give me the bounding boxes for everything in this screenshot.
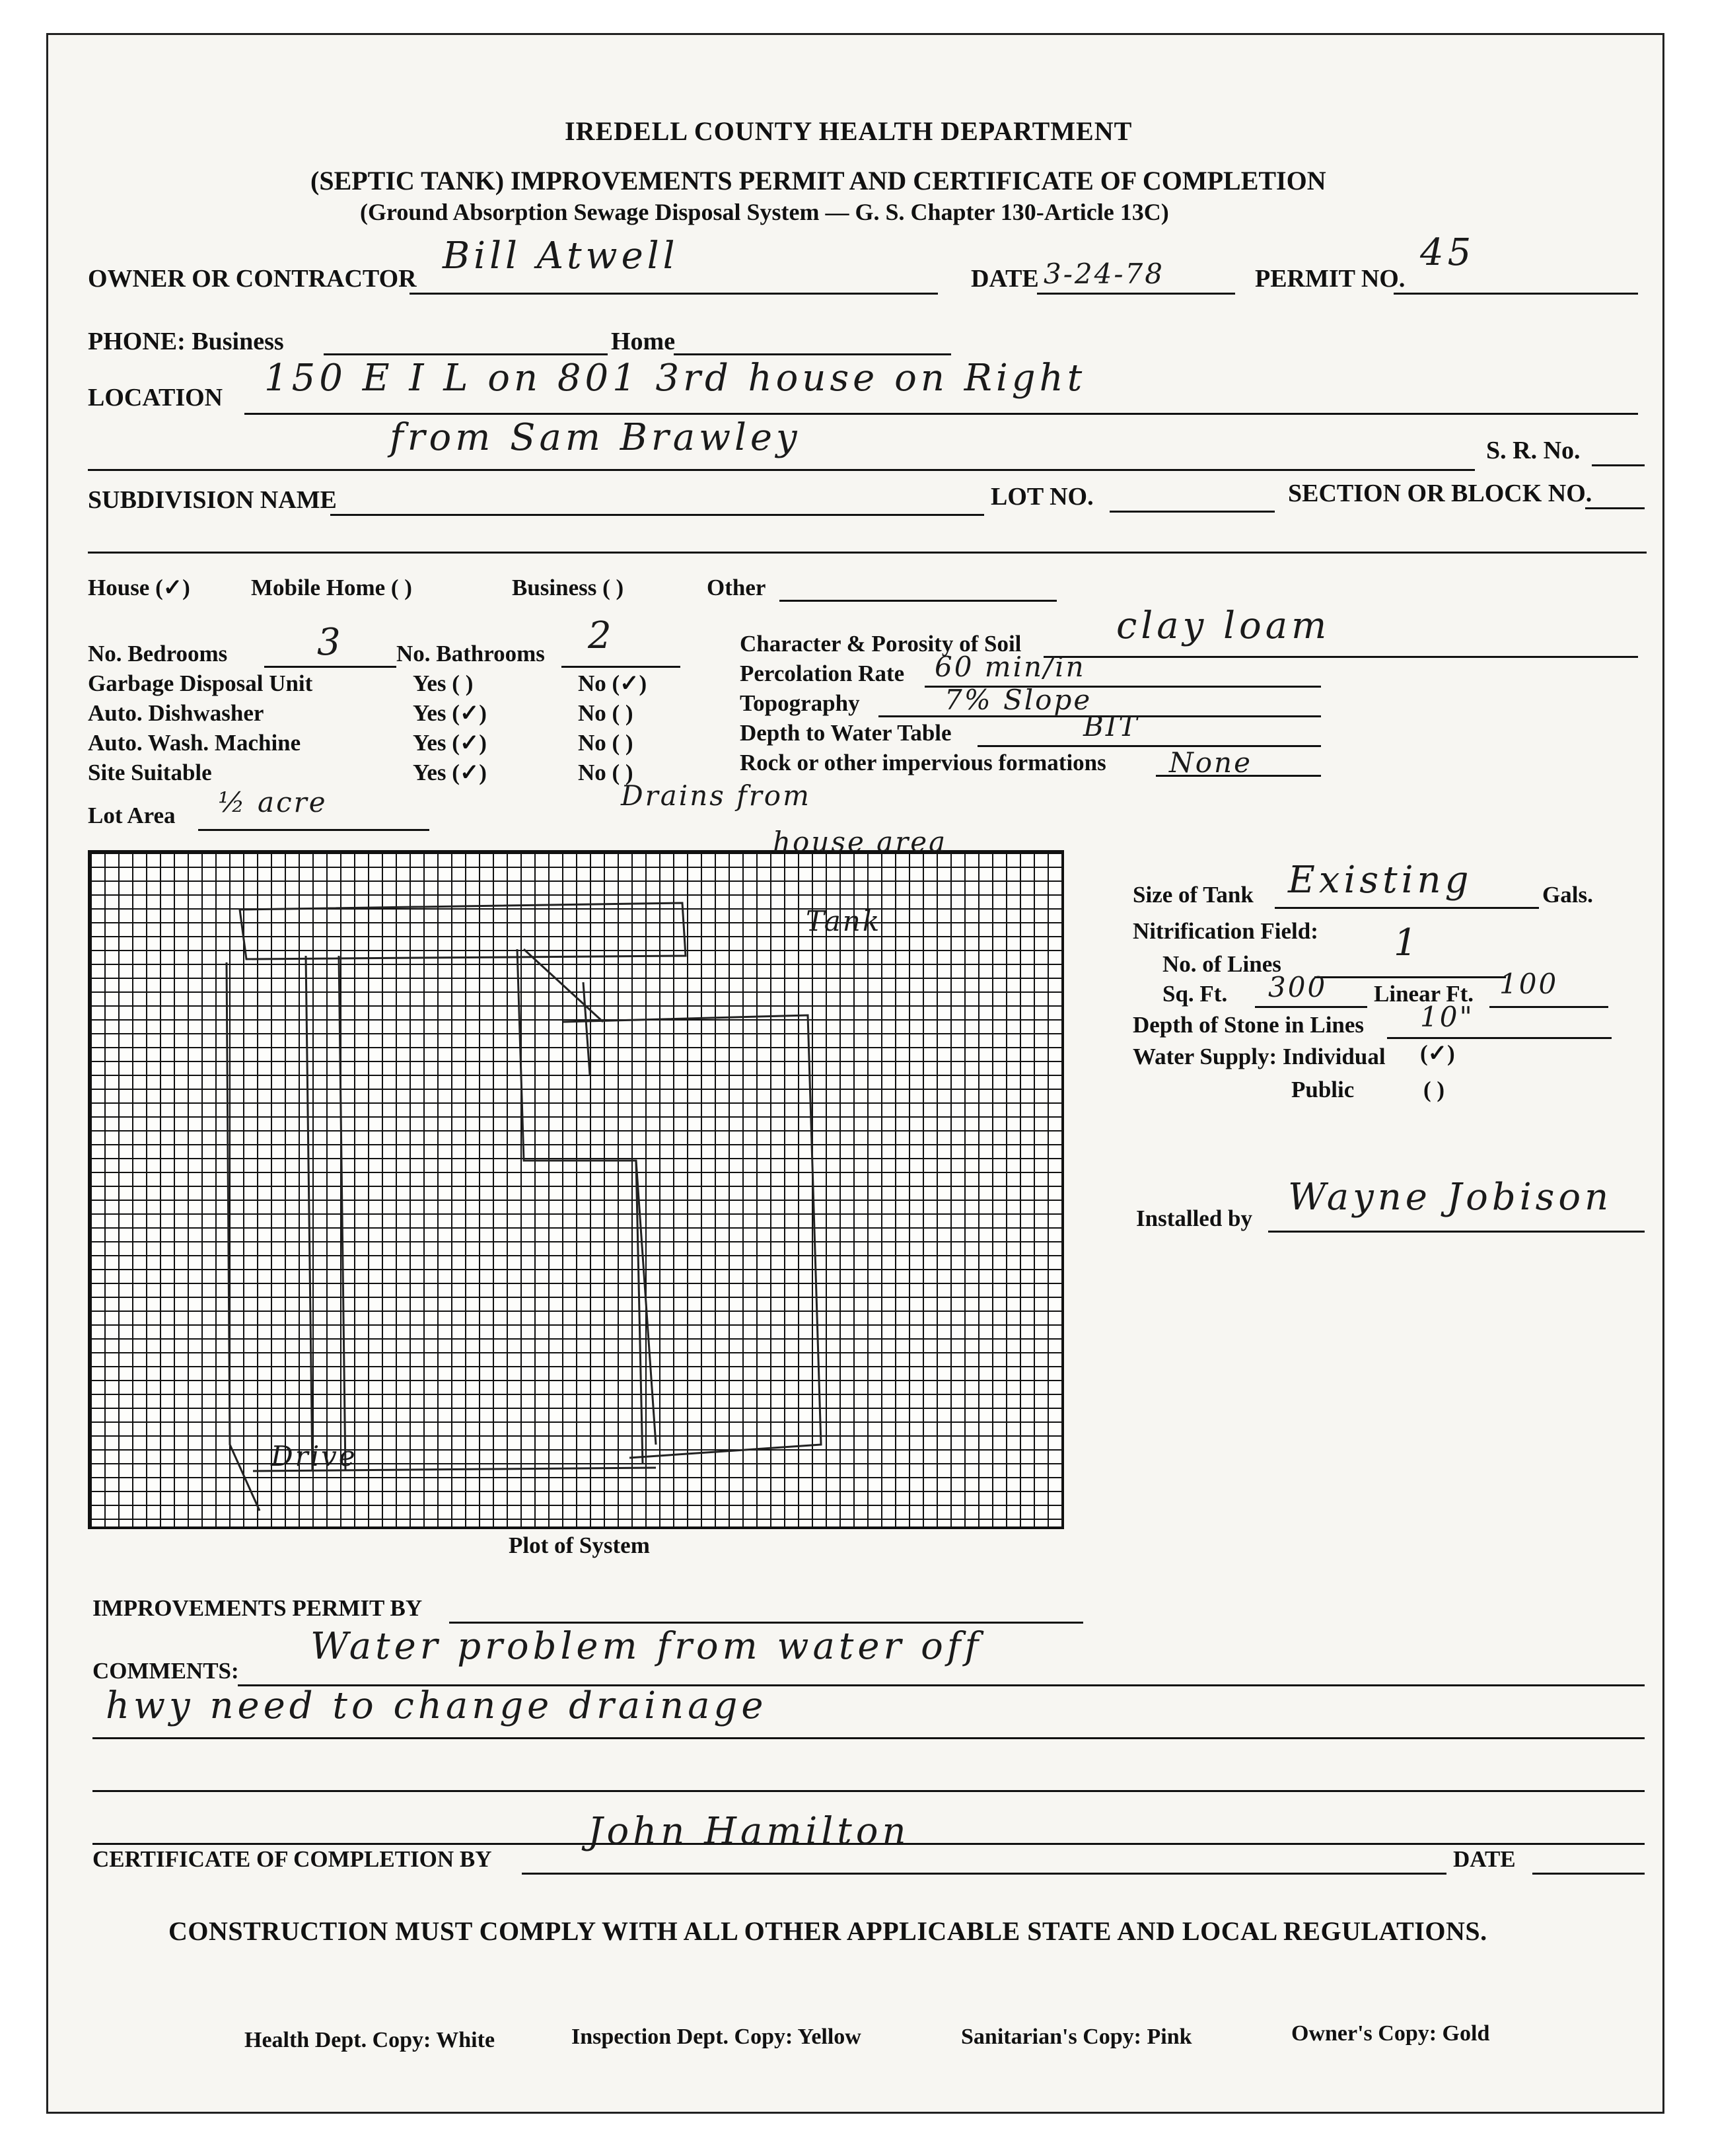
permit-form <box>46 33 1664 2114</box>
section-underline <box>1585 507 1645 509</box>
bathrooms-underline <box>561 666 680 668</box>
copy-sanitarian: Sanitarian's Copy: Pink <box>961 2025 1192 2049</box>
stone-depth-underline <box>1387 1037 1612 1039</box>
water-table-label: Depth to Water Table <box>740 720 952 746</box>
plot-note-drive: Drive <box>271 1440 357 1472</box>
installed-by-underline <box>1268 1231 1645 1233</box>
section-divider <box>88 552 1647 554</box>
permit-value: 45 <box>1420 231 1476 274</box>
linear-ft-value: 100 <box>1499 968 1559 1000</box>
plot-note-house-area: house area <box>773 826 948 858</box>
lot-area-label: Lot Area <box>88 803 176 828</box>
mobile-home-checkbox: Mobile Home ( ) <box>251 575 412 600</box>
bathrooms-value: 2 <box>588 614 616 657</box>
water-supply-public-mark: ( ) <box>1423 1077 1445 1102</box>
plot-note-tank: Tank <box>806 905 882 937</box>
soil-character-label: Character & Porosity of Soil <box>740 631 1022 657</box>
owner-underline <box>410 293 938 295</box>
form-subtitle: (Ground Absorption Sewage Disposal System — G. S. Chapter 130-Article 13C) <box>360 199 1169 225</box>
water-table-value: BIT <box>1083 710 1139 742</box>
comment-line-2: hwy need to change drainage <box>106 1684 767 1727</box>
comments-label: COMMENTS: <box>92 1658 239 1684</box>
business-checkbox: Business ( ) <box>512 575 624 600</box>
tank-gals-label: Gals. <box>1542 882 1593 908</box>
certificate-underline <box>522 1873 1446 1875</box>
permit-underline <box>1394 293 1638 295</box>
department-heading: IREDELL COUNTY HEALTH DEPARTMENT <box>565 116 1133 146</box>
date-label: DATE <box>971 265 1039 293</box>
phone-home-label: Home <box>611 328 676 355</box>
plot-sketch <box>88 850 1064 1529</box>
other-label: Other <box>707 575 766 600</box>
lot-no-label: LOT NO. <box>991 483 1094 511</box>
no-lines-underline <box>1314 976 1506 978</box>
certificate-label: CERTIFICATE OF COMPLETION BY <box>92 1846 492 1872</box>
water-supply-individual-mark: (✓) <box>1420 1040 1455 1066</box>
location-value-2: from Sam Brawley <box>390 416 801 459</box>
certificate-date-underline <box>1532 1873 1645 1875</box>
wash-machine-yes: Yes (✓) <box>413 730 487 756</box>
sq-ft-value: 300 <box>1268 971 1328 1003</box>
dishwasher-no: No ( ) <box>578 700 633 726</box>
owner-label: OWNER OR CONTRACTOR <box>88 265 417 293</box>
comments-underline-3 <box>92 1790 1645 1792</box>
sq-ft-underline <box>1255 1006 1367 1008</box>
lot-area-value: ½ acre <box>218 786 328 818</box>
no-lines-value: 1 <box>1394 921 1421 964</box>
site-suitable-yes: Yes (✓) <box>413 760 487 785</box>
compliance-notice: CONSTRUCTION MUST COMPLY WITH ALL OTHER APPLICABLE STATE AND LOCAL REGULATIONS. <box>168 1916 1487 1946</box>
tank-size-underline <box>1275 907 1539 909</box>
section-label: SECTION OR BLOCK NO. <box>1288 480 1592 507</box>
location-underline-2 <box>88 469 1475 471</box>
location-underline-1 <box>244 413 1638 415</box>
owner-value: Bill Atwell <box>443 234 679 277</box>
soil-character-underline <box>1044 656 1638 658</box>
perc-rate-value: 60 min/in <box>935 651 1086 683</box>
tank-size-label: Size of Tank <box>1133 882 1254 908</box>
house-checkbox: House (✓) <box>88 575 190 600</box>
certificate-date-label: DATE <box>1453 1846 1516 1872</box>
site-suitable-label: Site Suitable <box>88 760 212 785</box>
sr-no-label: S. R. No. <box>1486 437 1581 464</box>
wash-machine-no: No ( ) <box>578 730 633 756</box>
permit-label: PERMIT NO. <box>1255 265 1406 293</box>
linear-ft-label: Linear Ft. <box>1374 981 1474 1007</box>
site-suitable-no: No ( ) <box>578 760 633 785</box>
stone-depth-label: Depth of Stone in Lines <box>1133 1012 1365 1038</box>
garbage-disposal-yes: Yes ( ) <box>413 670 474 696</box>
soil-character-value: clay loam <box>1116 604 1331 647</box>
bedrooms-underline <box>264 666 396 668</box>
water-table-underline <box>978 745 1321 747</box>
location-label: LOCATION <box>88 384 223 412</box>
topography-value: 7% Slope <box>945 684 1092 716</box>
date-value: 3-24-78 <box>1044 258 1164 290</box>
no-lines-label: No. of Lines <box>1162 951 1281 977</box>
copy-owner: Owner's Copy: Gold <box>1291 2021 1490 2046</box>
water-supply-label: Water Supply: Individual <box>1133 1044 1386 1069</box>
stone-depth-value: 10" <box>1420 1001 1474 1033</box>
date-underline <box>1037 293 1235 295</box>
comments-underline-2 <box>92 1737 1645 1739</box>
form-title: (SEPTIC TANK) IMPROVEMENTS PERMIT AND CERTIFICATE OF COMPLETION <box>310 166 1326 196</box>
bedrooms-value: 3 <box>317 621 345 664</box>
improvements-permit-label: IMPROVEMENTS PERMIT BY <box>92 1595 423 1621</box>
installed-by-label: Installed by <box>1136 1205 1253 1231</box>
topography-label: Topography <box>740 690 860 716</box>
bedrooms-label: No. Bedrooms <box>88 641 228 666</box>
copy-inspection-dept: Inspection Dept. Copy: Yellow <box>571 2025 861 2049</box>
plot-note-drains: Drains from <box>621 779 811 812</box>
water-supply-public-label: Public <box>1291 1077 1355 1102</box>
phone-business-label: PHONE: Business <box>88 328 284 355</box>
other-underline <box>779 600 1057 602</box>
plot-caption: Plot of System <box>509 1532 650 1558</box>
phone-business-underline <box>324 353 608 355</box>
location-value-1: 150 E I L on 801 3rd house on Right <box>264 357 1087 400</box>
tank-size-value: Existing <box>1288 859 1473 902</box>
garbage-disposal-label: Garbage Disposal Unit <box>88 670 313 696</box>
lot-no-underline <box>1110 511 1275 513</box>
perc-rate-label: Percolation Rate <box>740 661 905 686</box>
improvements-permit-underline <box>449 1622 1083 1624</box>
bathrooms-label: No. Bathrooms <box>396 641 545 666</box>
sr-no-underline <box>1592 464 1645 466</box>
copy-health-dept: Health Dept. Copy: White <box>244 2028 495 2052</box>
dishwasher-label: Auto. Dishwasher <box>88 700 264 726</box>
certificate-signature: John Hamilton <box>588 1810 910 1853</box>
sq-ft-label: Sq. Ft. <box>1162 981 1228 1007</box>
garbage-disposal-no: No (✓) <box>578 670 647 696</box>
wash-machine-label: Auto. Wash. Machine <box>88 730 301 756</box>
phone-home-underline <box>674 353 951 355</box>
comment-line-1: Water problem from water off <box>310 1625 983 1668</box>
linear-ft-underline <box>1489 1006 1608 1008</box>
subdivision-label: SUBDIVISION NAME <box>88 486 337 514</box>
subdivision-underline <box>330 514 984 516</box>
rock-value: None <box>1169 746 1252 779</box>
dishwasher-yes: Yes (✓) <box>413 700 487 726</box>
lot-area-underline <box>198 829 429 831</box>
nitrification-field-label: Nitrification Field: <box>1133 918 1318 944</box>
rock-label: Rock or other impervious formations <box>740 750 1106 775</box>
installed-by-value: Wayne Jobison <box>1288 1176 1613 1219</box>
